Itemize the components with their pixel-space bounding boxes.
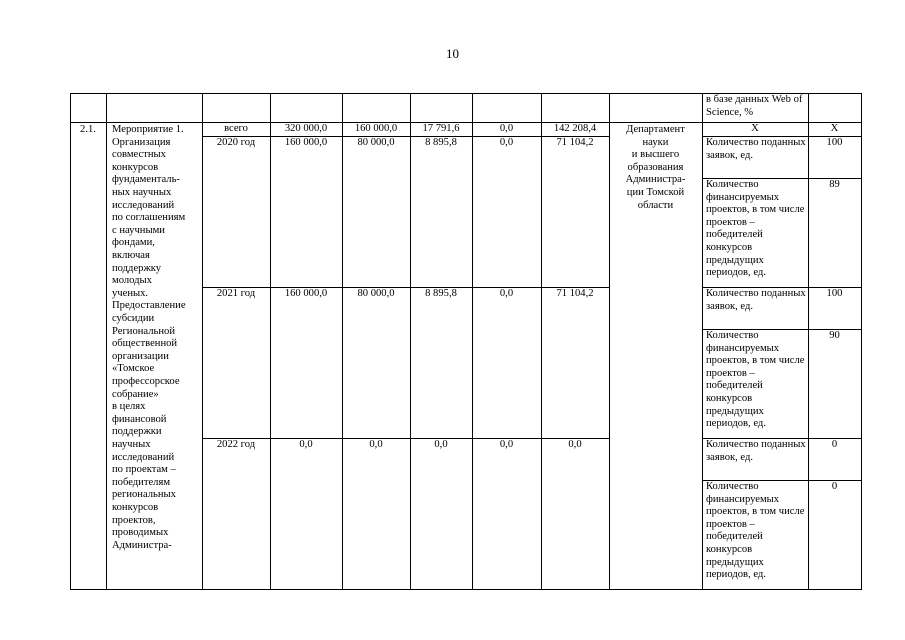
indicator-name: Количество финансируемых проектов, в том числе проектов – победителей конкурсов предыдущих периодов, ед. <box>706 330 805 430</box>
responsible-department-line: и высшего <box>631 149 680 161</box>
funding-value: 0,0 <box>369 439 383 450</box>
funding-value: 320 000,0 <box>284 123 328 134</box>
funding-value: 8 895,8 <box>425 137 457 148</box>
event-description-line: проводимых <box>112 527 169 539</box>
period-total: всего <box>224 123 248 134</box>
event-description-line: Региональной <box>112 325 175 337</box>
event-description-line: поддержку <box>112 262 162 274</box>
event-description-line: ученых. <box>112 287 149 299</box>
funding-value: 0,0 <box>434 439 448 450</box>
funding-value: 142 208,4 <box>553 123 597 134</box>
column-border <box>410 93 411 589</box>
funding-value: 0,0 <box>499 439 514 450</box>
funding-value: 160 000,0 <box>354 123 398 134</box>
funding-value: 160 000,0 <box>284 288 328 299</box>
event-description-line: собрание» <box>112 388 159 400</box>
indicator-value: 0 <box>831 439 838 450</box>
event-description-line: совместных <box>112 149 166 161</box>
funding-value: 0,0 <box>499 137 514 148</box>
indicator-value: Х <box>830 123 839 134</box>
event-description-line: финансовой <box>112 413 167 425</box>
funding-value: 0,0 <box>299 439 313 450</box>
event-description-line: субсидии <box>112 313 155 324</box>
funding-value: 160 000,0 <box>284 137 328 148</box>
event-description-line: конкурсов <box>112 161 159 173</box>
indicator-value: 100 <box>826 288 843 299</box>
indicator-value: 0 <box>831 481 838 492</box>
responsible-department-line: Департамент <box>626 124 685 135</box>
indicator-name: Х <box>751 123 759 134</box>
event-description-line: включая <box>112 250 150 261</box>
funding-value: 80 000,0 <box>357 137 395 148</box>
responsible-department-line: области <box>637 199 674 211</box>
event-description-line: молодых <box>112 275 152 287</box>
event-description-line: исследований <box>112 451 175 463</box>
row-number: 2.1. <box>80 124 96 135</box>
event-description-line: по соглашениям <box>112 212 186 224</box>
period-year: 2020 год <box>216 137 256 148</box>
responsible-department-line: образования <box>627 161 684 173</box>
indicator-value: 90 <box>829 330 840 341</box>
indicator-name: Количество финансируемых проектов, в том числе проектов – победителей конкурсов предыдущих периодов, ед. <box>706 179 805 279</box>
event-description-line: ных научных <box>112 187 172 198</box>
responsible-department-line: Администра- <box>625 174 686 186</box>
column-border <box>202 93 203 589</box>
column-border <box>342 93 343 589</box>
indicator-name: Количество поданных заявок, ед. <box>706 288 806 312</box>
funding-value: 8 895,8 <box>425 288 457 299</box>
funding-value: 0,0 <box>499 288 514 299</box>
event-description-line: фундаменталь- <box>112 174 180 186</box>
event-description-line: «Томское <box>112 363 155 375</box>
event-description-line: конкурсов <box>112 502 159 513</box>
column-border <box>861 93 862 589</box>
page-number: 10 <box>446 46 459 61</box>
funding-value: 0,0 <box>568 439 582 450</box>
period-year: 2022 год <box>216 439 256 450</box>
column-border <box>702 93 703 589</box>
column-border <box>472 93 473 589</box>
event-description-line: фондами, <box>112 237 155 249</box>
funding-value: 71 104,2 <box>556 137 594 148</box>
event-description-line: с научными <box>112 224 165 236</box>
indicator-header-text: в базе данных Web of Science, % <box>706 94 803 118</box>
event-description-line: поддержки <box>112 426 162 438</box>
indicator-value: 89 <box>829 179 840 190</box>
event-description-line: в целях <box>112 401 146 413</box>
period-year: 2021 год <box>216 288 256 299</box>
event-description-line: профессорское <box>112 376 180 387</box>
event-title: Мероприятие 1. <box>112 124 184 135</box>
indicator-name: Количество финансируемых проектов, в том числе проектов – победителей конкурсов предыдущих периодов, ед. <box>706 481 805 581</box>
funding-value: 17 791,6 <box>422 123 460 134</box>
funding-value: 80 000,0 <box>357 288 395 299</box>
column-border <box>541 93 542 589</box>
event-description-line: исследований <box>112 199 175 211</box>
event-description-line: победителям <box>112 476 171 488</box>
column-border <box>106 93 107 589</box>
indicator-name: Количество поданных заявок, ед. <box>706 137 806 161</box>
indicator-name: Количество поданных заявок, ед. <box>706 439 806 463</box>
column-border <box>70 93 71 589</box>
funding-value: 71 104,2 <box>556 288 594 299</box>
responsible-department-line: ции Томской <box>626 187 685 198</box>
event-description-line: научных <box>112 439 151 450</box>
table-bottom-border <box>70 589 862 590</box>
indicator-value: 100 <box>826 137 843 148</box>
event-description-line: Администра- <box>112 539 172 551</box>
event-description-line: по проектам – <box>112 464 176 476</box>
event-description-line: Предоставление <box>112 300 186 312</box>
responsible-department-line: науки <box>642 136 669 148</box>
funding-value: 0,0 <box>499 123 514 134</box>
event-description-line: общественной <box>112 338 178 350</box>
column-border <box>270 93 271 589</box>
event-description-line: проектов, <box>112 514 156 526</box>
event-description-line: Организация <box>112 136 171 148</box>
event-description-line: региональных <box>112 489 176 501</box>
event-description-line: организации <box>112 350 169 362</box>
